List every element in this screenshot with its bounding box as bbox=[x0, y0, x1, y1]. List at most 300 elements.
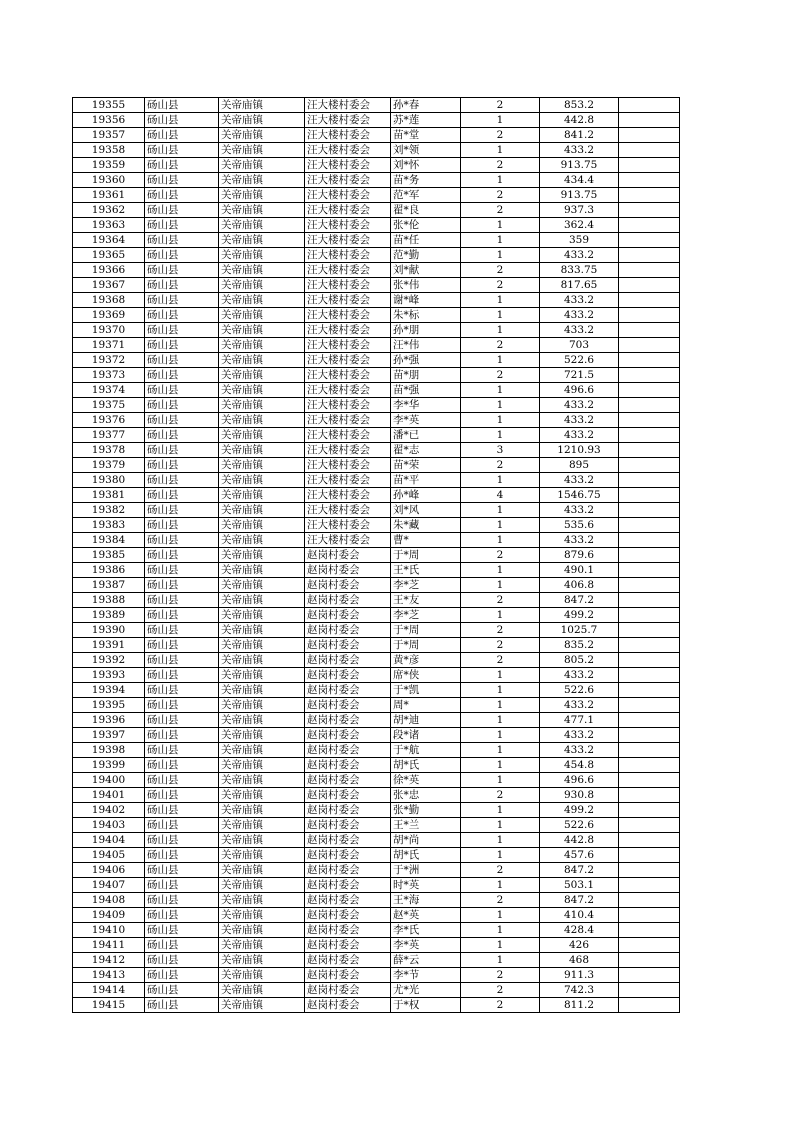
cell-county: 砀山县 bbox=[145, 758, 219, 773]
cell-county: 砀山县 bbox=[145, 878, 219, 893]
cell-note bbox=[619, 248, 680, 263]
cell-town: 关帝庙镇 bbox=[219, 413, 305, 428]
cell-village: 赵岗村委会 bbox=[305, 608, 391, 623]
cell-note bbox=[619, 668, 680, 683]
cell-town: 关帝庙镇 bbox=[219, 938, 305, 953]
cell-town: 关帝庙镇 bbox=[219, 443, 305, 458]
cell-count: 1 bbox=[461, 578, 540, 593]
cell-village: 赵岗村委会 bbox=[305, 698, 391, 713]
cell-county: 砀山县 bbox=[145, 158, 219, 173]
cell-note bbox=[619, 953, 680, 968]
cell-village: 赵岗村委会 bbox=[305, 623, 391, 638]
cell-town: 关帝庙镇 bbox=[219, 788, 305, 803]
cell-amount: 499.2 bbox=[540, 608, 619, 623]
cell-town: 关帝庙镇 bbox=[219, 128, 305, 143]
cell-id: 19364 bbox=[73, 233, 145, 248]
cell-id: 19365 bbox=[73, 248, 145, 263]
cell-town: 关帝庙镇 bbox=[219, 638, 305, 653]
cell-id: 19411 bbox=[73, 938, 145, 953]
cell-village: 赵岗村委会 bbox=[305, 938, 391, 953]
cell-id: 19406 bbox=[73, 863, 145, 878]
cell-village: 赵岗村委会 bbox=[305, 773, 391, 788]
cell-amount: 433.2 bbox=[540, 533, 619, 548]
cell-county: 砀山县 bbox=[145, 353, 219, 368]
cell-count: 4 bbox=[461, 488, 540, 503]
cell-note bbox=[619, 803, 680, 818]
cell-name: 席*侠 bbox=[391, 668, 461, 683]
cell-amount: 406.8 bbox=[540, 578, 619, 593]
cell-town: 关帝庙镇 bbox=[219, 113, 305, 128]
cell-note bbox=[619, 233, 680, 248]
cell-count: 1 bbox=[461, 428, 540, 443]
cell-county: 砀山县 bbox=[145, 173, 219, 188]
cell-village: 汪大楼村委会 bbox=[305, 428, 391, 443]
cell-village: 汪大楼村委会 bbox=[305, 353, 391, 368]
cell-note bbox=[619, 653, 680, 668]
cell-town: 关帝庙镇 bbox=[219, 548, 305, 563]
cell-town: 关帝庙镇 bbox=[219, 863, 305, 878]
cell-town: 关帝庙镇 bbox=[219, 368, 305, 383]
table-row bbox=[73, 158, 680, 173]
table-row bbox=[73, 503, 680, 518]
cell-note bbox=[619, 518, 680, 533]
cell-note bbox=[619, 818, 680, 833]
cell-id: 19362 bbox=[73, 203, 145, 218]
cell-county: 砀山县 bbox=[145, 473, 219, 488]
cell-count: 2 bbox=[461, 98, 540, 113]
cell-name: 苗*任 bbox=[391, 233, 461, 248]
cell-name: 苗*朋 bbox=[391, 368, 461, 383]
cell-town: 关帝庙镇 bbox=[219, 143, 305, 158]
cell-name: 赵*英 bbox=[391, 908, 461, 923]
cell-town: 关帝庙镇 bbox=[219, 218, 305, 233]
cell-id: 19366 bbox=[73, 263, 145, 278]
cell-amount: 433.2 bbox=[540, 413, 619, 428]
table-row bbox=[73, 428, 680, 443]
cell-note bbox=[619, 788, 680, 803]
cell-village: 汪大楼村委会 bbox=[305, 473, 391, 488]
table-row bbox=[73, 968, 680, 983]
cell-id: 19397 bbox=[73, 728, 145, 743]
cell-county: 砀山县 bbox=[145, 653, 219, 668]
cell-id: 19358 bbox=[73, 143, 145, 158]
cell-town: 关帝庙镇 bbox=[219, 398, 305, 413]
cell-id: 19376 bbox=[73, 413, 145, 428]
cell-id: 19391 bbox=[73, 638, 145, 653]
cell-village: 赵岗村委会 bbox=[305, 668, 391, 683]
cell-county: 砀山县 bbox=[145, 773, 219, 788]
cell-id: 19367 bbox=[73, 278, 145, 293]
cell-amount: 879.6 bbox=[540, 548, 619, 563]
cell-town: 关帝庙镇 bbox=[219, 893, 305, 908]
cell-name: 刘*风 bbox=[391, 503, 461, 518]
cell-name: 潘*已 bbox=[391, 428, 461, 443]
table-row bbox=[73, 713, 680, 728]
cell-count: 1 bbox=[461, 803, 540, 818]
cell-amount: 913.75 bbox=[540, 158, 619, 173]
cell-count: 1 bbox=[461, 743, 540, 758]
cell-id: 19402 bbox=[73, 803, 145, 818]
cell-note bbox=[619, 353, 680, 368]
table-row bbox=[73, 848, 680, 863]
cell-village: 赵岗村委会 bbox=[305, 728, 391, 743]
cell-id: 19375 bbox=[73, 398, 145, 413]
cell-note bbox=[619, 323, 680, 338]
cell-count: 1 bbox=[461, 113, 540, 128]
cell-count: 1 bbox=[461, 218, 540, 233]
cell-name: 张*伦 bbox=[391, 218, 461, 233]
cell-id: 19385 bbox=[73, 548, 145, 563]
cell-note bbox=[619, 398, 680, 413]
cell-village: 赵岗村委会 bbox=[305, 593, 391, 608]
cell-amount: 805.2 bbox=[540, 653, 619, 668]
cell-county: 砀山县 bbox=[145, 368, 219, 383]
cell-county: 砀山县 bbox=[145, 638, 219, 653]
cell-town: 关帝庙镇 bbox=[219, 983, 305, 998]
cell-county: 砀山县 bbox=[145, 548, 219, 563]
cell-count: 1 bbox=[461, 143, 540, 158]
cell-village: 赵岗村委会 bbox=[305, 563, 391, 578]
cell-county: 砀山县 bbox=[145, 203, 219, 218]
cell-town: 关帝庙镇 bbox=[219, 758, 305, 773]
cell-village: 赵岗村委会 bbox=[305, 803, 391, 818]
cell-name: 王*氏 bbox=[391, 563, 461, 578]
cell-county: 砀山县 bbox=[145, 893, 219, 908]
cell-village: 汪大楼村委会 bbox=[305, 98, 391, 113]
cell-note bbox=[619, 983, 680, 998]
cell-village: 汪大楼村委会 bbox=[305, 488, 391, 503]
cell-town: 关帝庙镇 bbox=[219, 278, 305, 293]
cell-count: 1 bbox=[461, 698, 540, 713]
cell-note bbox=[619, 428, 680, 443]
cell-town: 关帝庙镇 bbox=[219, 923, 305, 938]
cell-village: 赵岗村委会 bbox=[305, 893, 391, 908]
cell-village: 赵岗村委会 bbox=[305, 968, 391, 983]
table-row bbox=[73, 728, 680, 743]
cell-note bbox=[619, 158, 680, 173]
cell-note bbox=[619, 908, 680, 923]
cell-county: 砀山县 bbox=[145, 743, 219, 758]
cell-note bbox=[619, 578, 680, 593]
cell-note bbox=[619, 488, 680, 503]
cell-name: 孙*朋 bbox=[391, 323, 461, 338]
table-row bbox=[73, 533, 680, 548]
cell-amount: 468 bbox=[540, 953, 619, 968]
cell-county: 砀山县 bbox=[145, 953, 219, 968]
cell-count: 1 bbox=[461, 293, 540, 308]
cell-count: 1 bbox=[461, 398, 540, 413]
cell-name: 于*航 bbox=[391, 743, 461, 758]
cell-amount: 847.2 bbox=[540, 593, 619, 608]
cell-village: 赵岗村委会 bbox=[305, 758, 391, 773]
cell-note bbox=[619, 698, 680, 713]
cell-note bbox=[619, 203, 680, 218]
cell-id: 19381 bbox=[73, 488, 145, 503]
cell-note bbox=[619, 728, 680, 743]
cell-note bbox=[619, 623, 680, 638]
cell-village: 汪大楼村委会 bbox=[305, 533, 391, 548]
cell-town: 关帝庙镇 bbox=[219, 173, 305, 188]
cell-id: 19396 bbox=[73, 713, 145, 728]
table-row bbox=[73, 263, 680, 278]
cell-amount: 477.1 bbox=[540, 713, 619, 728]
cell-note bbox=[619, 608, 680, 623]
cell-id: 19386 bbox=[73, 563, 145, 578]
cell-name: 苗*务 bbox=[391, 173, 461, 188]
table-row bbox=[73, 143, 680, 158]
cell-amount: 433.2 bbox=[540, 398, 619, 413]
cell-count: 1 bbox=[461, 353, 540, 368]
cell-town: 关帝庙镇 bbox=[219, 248, 305, 263]
cell-count: 1 bbox=[461, 908, 540, 923]
cell-name: 苗*平 bbox=[391, 473, 461, 488]
cell-county: 砀山县 bbox=[145, 863, 219, 878]
table-row bbox=[73, 578, 680, 593]
cell-town: 关帝庙镇 bbox=[219, 998, 305, 1013]
table-row bbox=[73, 233, 680, 248]
cell-name: 孙*春 bbox=[391, 98, 461, 113]
cell-village: 汪大楼村委会 bbox=[305, 173, 391, 188]
cell-name: 刘*怀 bbox=[391, 158, 461, 173]
table-row bbox=[73, 128, 680, 143]
cell-town: 关帝庙镇 bbox=[219, 233, 305, 248]
cell-id: 19401 bbox=[73, 788, 145, 803]
cell-amount: 457.6 bbox=[540, 848, 619, 863]
cell-note bbox=[619, 863, 680, 878]
cell-amount: 911.3 bbox=[540, 968, 619, 983]
cell-name: 孙*强 bbox=[391, 353, 461, 368]
cell-count: 1 bbox=[461, 923, 540, 938]
table-row bbox=[73, 368, 680, 383]
table-row bbox=[73, 278, 680, 293]
cell-town: 关帝庙镇 bbox=[219, 833, 305, 848]
cell-count: 1 bbox=[461, 818, 540, 833]
cell-count: 2 bbox=[461, 998, 540, 1013]
table-row bbox=[73, 668, 680, 683]
cell-name: 苗*强 bbox=[391, 383, 461, 398]
cell-amount: 433.2 bbox=[540, 728, 619, 743]
cell-name: 李*氏 bbox=[391, 923, 461, 938]
cell-town: 关帝庙镇 bbox=[219, 608, 305, 623]
cell-name: 李*芝 bbox=[391, 608, 461, 623]
cell-name: 于*周 bbox=[391, 623, 461, 638]
table-row bbox=[73, 308, 680, 323]
cell-note bbox=[619, 443, 680, 458]
cell-town: 关帝庙镇 bbox=[219, 773, 305, 788]
cell-amount: 811.2 bbox=[540, 998, 619, 1013]
cell-count: 2 bbox=[461, 653, 540, 668]
cell-county: 砀山县 bbox=[145, 233, 219, 248]
cell-village: 赵岗村委会 bbox=[305, 788, 391, 803]
cell-village: 赵岗村委会 bbox=[305, 863, 391, 878]
cell-amount: 847.2 bbox=[540, 863, 619, 878]
cell-note bbox=[619, 503, 680, 518]
cell-count: 2 bbox=[461, 278, 540, 293]
cell-county: 砀山县 bbox=[145, 968, 219, 983]
cell-county: 砀山县 bbox=[145, 323, 219, 338]
cell-town: 关帝庙镇 bbox=[219, 578, 305, 593]
cell-county: 砀山县 bbox=[145, 713, 219, 728]
cell-village: 赵岗村委会 bbox=[305, 548, 391, 563]
cell-village: 赵岗村委会 bbox=[305, 998, 391, 1013]
cell-count: 3 bbox=[461, 443, 540, 458]
cell-amount: 937.3 bbox=[540, 203, 619, 218]
cell-amount: 742.3 bbox=[540, 983, 619, 998]
cell-id: 19382 bbox=[73, 503, 145, 518]
cell-id: 19378 bbox=[73, 443, 145, 458]
cell-village: 赵岗村委会 bbox=[305, 653, 391, 668]
cell-name: 曹* bbox=[391, 533, 461, 548]
table-row bbox=[73, 773, 680, 788]
table-row bbox=[73, 623, 680, 638]
cell-village: 汪大楼村委会 bbox=[305, 338, 391, 353]
cell-amount: 410.4 bbox=[540, 908, 619, 923]
cell-count: 2 bbox=[461, 548, 540, 563]
cell-town: 关帝庙镇 bbox=[219, 383, 305, 398]
cell-count: 2 bbox=[461, 863, 540, 878]
cell-name: 胡*氏 bbox=[391, 758, 461, 773]
cell-note bbox=[619, 593, 680, 608]
cell-count: 2 bbox=[461, 203, 540, 218]
cell-count: 2 bbox=[461, 368, 540, 383]
cell-id: 19383 bbox=[73, 518, 145, 533]
cell-count: 2 bbox=[461, 983, 540, 998]
cell-name: 张*伟 bbox=[391, 278, 461, 293]
cell-town: 关帝庙镇 bbox=[219, 308, 305, 323]
cell-county: 砀山县 bbox=[145, 143, 219, 158]
table-row bbox=[73, 293, 680, 308]
cell-note bbox=[619, 188, 680, 203]
table-body bbox=[73, 98, 680, 1013]
cell-count: 1 bbox=[461, 848, 540, 863]
table-row bbox=[73, 188, 680, 203]
cell-village: 汪大楼村委会 bbox=[305, 233, 391, 248]
table-row bbox=[73, 548, 680, 563]
table-row bbox=[73, 413, 680, 428]
cell-note bbox=[619, 458, 680, 473]
cell-id: 19412 bbox=[73, 953, 145, 968]
cell-amount: 433.2 bbox=[540, 473, 619, 488]
cell-amount: 442.8 bbox=[540, 833, 619, 848]
table-row bbox=[73, 788, 680, 803]
table-row bbox=[73, 593, 680, 608]
cell-amount: 841.2 bbox=[540, 128, 619, 143]
cell-amount: 522.6 bbox=[540, 818, 619, 833]
cell-amount: 1025.7 bbox=[540, 623, 619, 638]
cell-county: 砀山县 bbox=[145, 608, 219, 623]
cell-id: 19372 bbox=[73, 353, 145, 368]
cell-count: 1 bbox=[461, 233, 540, 248]
cell-note bbox=[619, 218, 680, 233]
cell-county: 砀山县 bbox=[145, 218, 219, 233]
cell-name: 胡*尚 bbox=[391, 833, 461, 848]
cell-name: 苗*堂 bbox=[391, 128, 461, 143]
table-row bbox=[73, 893, 680, 908]
cell-village: 汪大楼村委会 bbox=[305, 203, 391, 218]
table-row bbox=[73, 833, 680, 848]
cell-count: 1 bbox=[461, 728, 540, 743]
cell-count: 2 bbox=[461, 188, 540, 203]
cell-amount: 817.65 bbox=[540, 278, 619, 293]
cell-note bbox=[619, 938, 680, 953]
cell-note bbox=[619, 773, 680, 788]
cell-id: 19389 bbox=[73, 608, 145, 623]
cell-name: 时*英 bbox=[391, 878, 461, 893]
cell-amount: 1546.75 bbox=[540, 488, 619, 503]
cell-count: 1 bbox=[461, 248, 540, 263]
cell-county: 砀山县 bbox=[145, 188, 219, 203]
cell-name: 翟*志 bbox=[391, 443, 461, 458]
table-row bbox=[73, 803, 680, 818]
cell-note bbox=[619, 713, 680, 728]
table-row bbox=[73, 218, 680, 233]
cell-county: 砀山县 bbox=[145, 578, 219, 593]
cell-town: 关帝庙镇 bbox=[219, 533, 305, 548]
cell-village: 汪大楼村委会 bbox=[305, 443, 391, 458]
cell-id: 19399 bbox=[73, 758, 145, 773]
cell-name: 于*周 bbox=[391, 638, 461, 653]
cell-village: 汪大楼村委会 bbox=[305, 128, 391, 143]
cell-count: 1 bbox=[461, 773, 540, 788]
cell-amount: 499.2 bbox=[540, 803, 619, 818]
cell-note bbox=[619, 683, 680, 698]
cell-name: 李*英 bbox=[391, 938, 461, 953]
cell-note bbox=[619, 833, 680, 848]
cell-county: 砀山县 bbox=[145, 488, 219, 503]
cell-id: 19359 bbox=[73, 158, 145, 173]
table-row bbox=[73, 608, 680, 623]
cell-count: 2 bbox=[461, 638, 540, 653]
cell-village: 赵岗村委会 bbox=[305, 578, 391, 593]
cell-county: 砀山县 bbox=[145, 983, 219, 998]
cell-name: 张*勤 bbox=[391, 803, 461, 818]
cell-id: 19409 bbox=[73, 908, 145, 923]
cell-name: 于*凯 bbox=[391, 683, 461, 698]
table-row bbox=[73, 353, 680, 368]
cell-note bbox=[619, 968, 680, 983]
cell-county: 砀山县 bbox=[145, 593, 219, 608]
cell-county: 砀山县 bbox=[145, 923, 219, 938]
cell-county: 砀山县 bbox=[145, 383, 219, 398]
cell-note bbox=[619, 278, 680, 293]
cell-county: 砀山县 bbox=[145, 833, 219, 848]
cell-amount: 433.2 bbox=[540, 668, 619, 683]
cell-name: 黄*彦 bbox=[391, 653, 461, 668]
cell-village: 赵岗村委会 bbox=[305, 833, 391, 848]
cell-amount: 535.6 bbox=[540, 518, 619, 533]
table-row bbox=[73, 98, 680, 113]
cell-town: 关帝庙镇 bbox=[219, 353, 305, 368]
cell-amount: 442.8 bbox=[540, 113, 619, 128]
cell-county: 砀山县 bbox=[145, 518, 219, 533]
cell-village: 赵岗村委会 bbox=[305, 683, 391, 698]
cell-amount: 930.8 bbox=[540, 788, 619, 803]
cell-amount: 433.2 bbox=[540, 698, 619, 713]
table-row bbox=[73, 203, 680, 218]
cell-count: 1 bbox=[461, 308, 540, 323]
cell-name: 李*华 bbox=[391, 398, 461, 413]
cell-village: 汪大楼村委会 bbox=[305, 518, 391, 533]
cell-id: 19368 bbox=[73, 293, 145, 308]
cell-amount: 496.6 bbox=[540, 383, 619, 398]
cell-name: 周* bbox=[391, 698, 461, 713]
cell-county: 砀山县 bbox=[145, 818, 219, 833]
cell-name: 李*节 bbox=[391, 968, 461, 983]
cell-amount: 522.6 bbox=[540, 353, 619, 368]
cell-note bbox=[619, 293, 680, 308]
cell-town: 关帝庙镇 bbox=[219, 653, 305, 668]
table-row bbox=[73, 398, 680, 413]
